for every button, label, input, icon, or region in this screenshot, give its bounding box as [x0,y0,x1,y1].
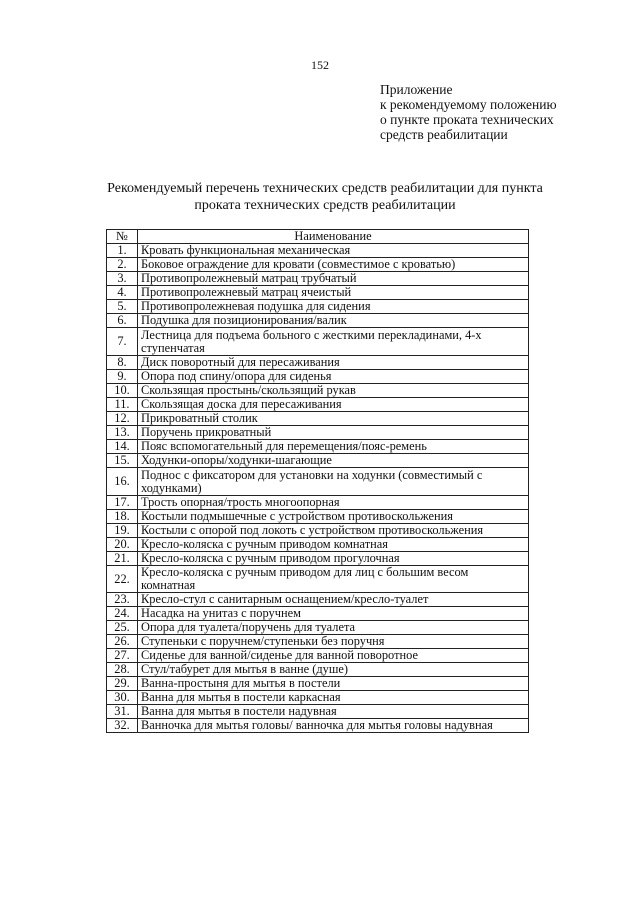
table-row [107,621,529,635]
row-number: 15. [107,454,138,468]
table-row [107,440,529,454]
document-title [90,180,560,214]
row-number: 1. [107,244,138,258]
row-number: 7. [107,328,138,356]
row-number: 12. [107,412,138,426]
row-name: Противопролежневый матрац трубчатый [138,272,529,286]
table-row [107,300,529,314]
table-row [107,691,529,705]
row-name: Скользящая доска для пересаживания [138,398,529,412]
table-row [107,524,529,538]
page-number: 152 [311,58,329,72]
row-name: Поручень прикроватный [138,426,529,440]
row-number: 8. [107,356,138,370]
document-title-line: Рекомендуемый перечень технических средств реабилитации для пункта [107,181,543,196]
table-row [107,566,529,593]
appendix-line: Приложение [380,82,453,97]
table-row [107,538,529,552]
row-name: Костыли с опорой под локоть с устройством противоскольжения [138,524,529,538]
table-row [107,677,529,691]
table-row [107,314,529,328]
row-number: 32. [107,719,138,733]
row-name: Противопролежневый матрац ячеистый [138,286,529,300]
column-header-name: Наименование [138,230,529,244]
row-name: Кровать функциональная механическая [138,244,529,258]
row-name: Прикроватный столик [138,412,529,426]
row-name: Сиденье для ванной/сиденье для ванной поворотное [138,649,529,663]
table-row [107,496,529,510]
row-number: 2. [107,258,138,272]
row-number: 27. [107,649,138,663]
column-header-number: № [107,230,138,244]
row-number: 30. [107,691,138,705]
equipment-table [106,229,529,733]
row-number: 14. [107,440,138,454]
table-row [107,412,529,426]
table-body [107,244,529,733]
row-name: Боковое ограждение для кровати (совместимое с кроватью) [138,258,529,272]
row-number: 19. [107,524,138,538]
table-row [107,593,529,607]
row-name: Диск поворотный для пересаживания [138,356,529,370]
row-number: 4. [107,286,138,300]
appendix-line: к рекомендуемому положению [380,97,557,112]
appendix-line: средств реабилитации [380,127,508,142]
row-name: Ступеньки с поручнем/ступеньки без поручня [138,635,529,649]
row-number: 9. [107,370,138,384]
table-row [107,649,529,663]
row-name: Кресло-коляска с ручным приводом комнатная [138,538,529,552]
row-name: Ванночка для мытья головы/ ванночка для мытья головы надувная [138,719,529,733]
row-name: Кресло-стул с санитарным оснащением/кресло-туалет [138,593,529,607]
row-number: 6. [107,314,138,328]
row-name: Поднос с фиксатором для установки на ходунки (совместимый с ходунками) [138,468,529,496]
row-name: Насадка на унитаз с поручнем [138,607,529,621]
appendix-line: о пункте проката технических [380,112,554,127]
document-title-line: проката технических средств реабилитации [194,198,456,213]
table-row [107,663,529,677]
row-name: Костыли подмышечные с устройством противоскольжения [138,510,529,524]
table-header-row [107,230,529,244]
table-row [107,244,529,258]
row-number: 22. [107,566,138,593]
row-number: 31. [107,705,138,719]
row-number: 26. [107,635,138,649]
row-number: 25. [107,621,138,635]
table-row [107,454,529,468]
row-number: 16. [107,468,138,496]
table-row [107,356,529,370]
row-name: Кресло-коляска с ручным приводом прогулочная [138,552,529,566]
row-number: 17. [107,496,138,510]
row-name: Ходунки-опоры/ходунки-шагающие [138,454,529,468]
table-row [107,510,529,524]
row-number: 5. [107,300,138,314]
row-name: Опора для туалета/поручень для туалета [138,621,529,635]
table-row [107,286,529,300]
row-number: 29. [107,677,138,691]
table-row [107,398,529,412]
table-row [107,705,529,719]
table-row [107,328,529,356]
row-name: Ванна-простыня для мытья в постели [138,677,529,691]
table-row [107,468,529,496]
row-name: Трость опорная/трость многоопорная [138,496,529,510]
row-number: 23. [107,593,138,607]
row-name: Стул/табурет для мытья в ванне (душе) [138,663,529,677]
row-number: 11. [107,398,138,412]
table-row [107,607,529,621]
row-number: 20. [107,538,138,552]
row-number: 10. [107,384,138,398]
row-name: Опора под спину/опора для сиденья [138,370,529,384]
table-row [107,370,529,384]
row-number: 28. [107,663,138,677]
row-name: Подушка для позиционирования/валик [138,314,529,328]
row-name: Ванна для мытья в постели каркасная [138,691,529,705]
row-name: Противопролежневая подушка для сидения [138,300,529,314]
table-row [107,635,529,649]
row-name: Пояс вспомогательный для перемещения/пояс-ремень [138,440,529,454]
row-number: 13. [107,426,138,440]
row-name: Скользящая простынь/скользящий рукав [138,384,529,398]
table-row [107,426,529,440]
row-number: 21. [107,552,138,566]
table-row [107,384,529,398]
row-number: 3. [107,272,138,286]
table-row [107,272,529,286]
row-name: Ванна для мытья в постели надувная [138,705,529,719]
row-name: Кресло-коляска с ручным приводом для лиц с большим весом комнатная [138,566,529,593]
row-number: 18. [107,510,138,524]
appendix-note [380,82,620,142]
table-row [107,258,529,272]
table-row [107,719,529,733]
table-row [107,552,529,566]
row-name: Лестница для подъема больного с жесткими перекладинами, 4-х ступенчатая [138,328,529,356]
row-number: 24. [107,607,138,621]
